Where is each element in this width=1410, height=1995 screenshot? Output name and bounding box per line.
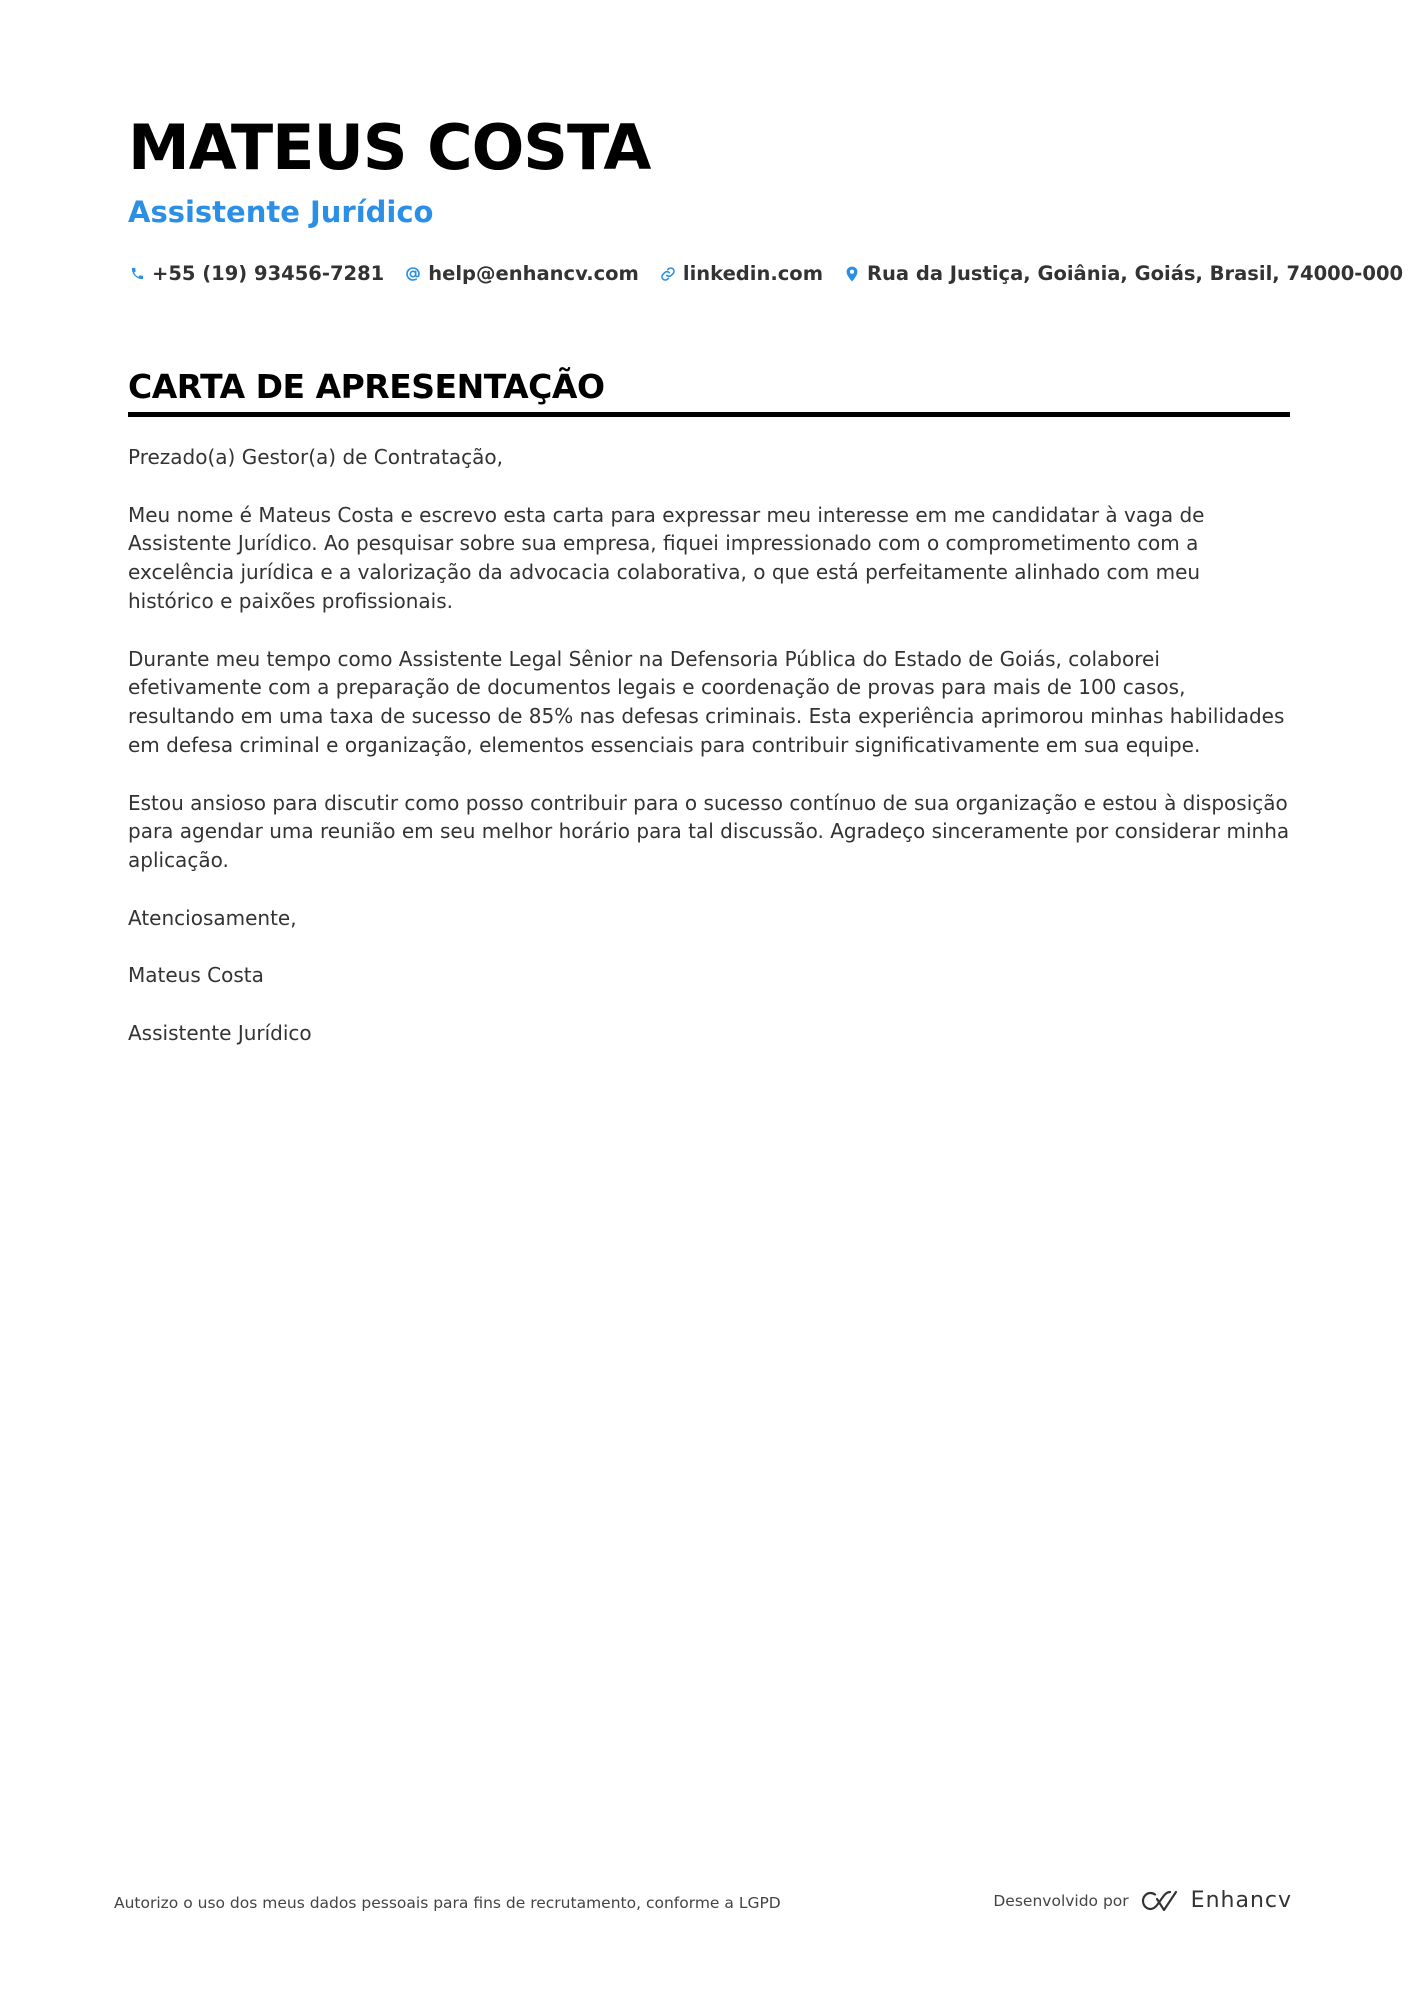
footer-branding[interactable] (993, 1888, 1292, 1913)
powered-by-label: Desenvolvido por (993, 1891, 1129, 1910)
letter-paragraph: Estou ansioso para discutir como posso contribuir para o sucesso contínuo de sua organização e estou à disposição para agendar uma reunião em seu melhor horário para tal discussão. Agradeço sinceramente por considerar minha aplicação. (128, 790, 1290, 873)
letter-signature-title: Assistente Jurídico (128, 1020, 312, 1045)
footer-consent: Autorizo o uso dos meus dados pessoais para fins de recrutamento, conforme a LGPD (114, 1894, 781, 1912)
letter-signature-name: Mateus Costa (128, 963, 264, 988)
letter-greeting: Prezado(a) Gestor(a) de Contratação, (128, 445, 503, 469)
at-icon (404, 265, 422, 283)
header (128, 108, 1404, 285)
contact-phone (128, 262, 384, 285)
contact-email[interactable] (404, 262, 639, 285)
contact-bar (128, 262, 1404, 285)
cover-letter-section (128, 366, 1290, 1077)
contact-phone-text: +55 (19) 93456-7281 (152, 262, 385, 285)
contact-email-text[interactable]: help@enhancv.com (428, 262, 639, 285)
phone-icon (128, 265, 146, 283)
enhancv-logo-icon (1141, 1889, 1179, 1913)
section-divider (128, 412, 1290, 417)
link-icon (659, 265, 677, 283)
candidate-name: MATEUS COSTA (128, 111, 651, 184)
letter-closing: Atenciosamente, (128, 905, 297, 930)
contact-linkedin[interactable] (659, 262, 823, 285)
brand-name: Enhancv (1190, 1888, 1292, 1913)
section-title: CARTA DE APRESENTAÇÃO (128, 367, 605, 406)
location-pin-icon (843, 265, 861, 283)
letter-body (128, 443, 1290, 1048)
contact-address (843, 262, 1403, 285)
letter-paragraph: Meu nome é Mateus Costa e escrevo esta carta para expressar meu interesse em me candidatar à vaga de Assistente Jurídico. Ao pesquisar sobre sua empresa, fiquei impressionado com o comprometimento com a excelência jurídica e a valorização da advocacia colaborativa, o que está perfeitamente alinhado com meu histórico e paixões profissionais. (128, 502, 1205, 613)
letter-paragraph: Durante meu tempo como Assistente Legal Sênior na Defensoria Pública do Estado de Goiás, colaborei efetivamente com a preparação de documentos legais e coordenação de provas para mais de 100 casos, resultando em uma taxa de sucesso de 85% nas defesas criminais. Esta experiência aprimorou minhas habilidades em defesa criminal e organização, elementos essenciais para contribuir significativamente em sua equipe. (128, 646, 1285, 757)
contact-address-text: Rua da Justiça, Goiânia, Goiás, Brasil, 74000-000 (867, 262, 1404, 285)
candidate-job-title: Assistente Jurídico (128, 195, 434, 229)
contact-linkedin-text[interactable]: linkedin.com (682, 262, 824, 285)
